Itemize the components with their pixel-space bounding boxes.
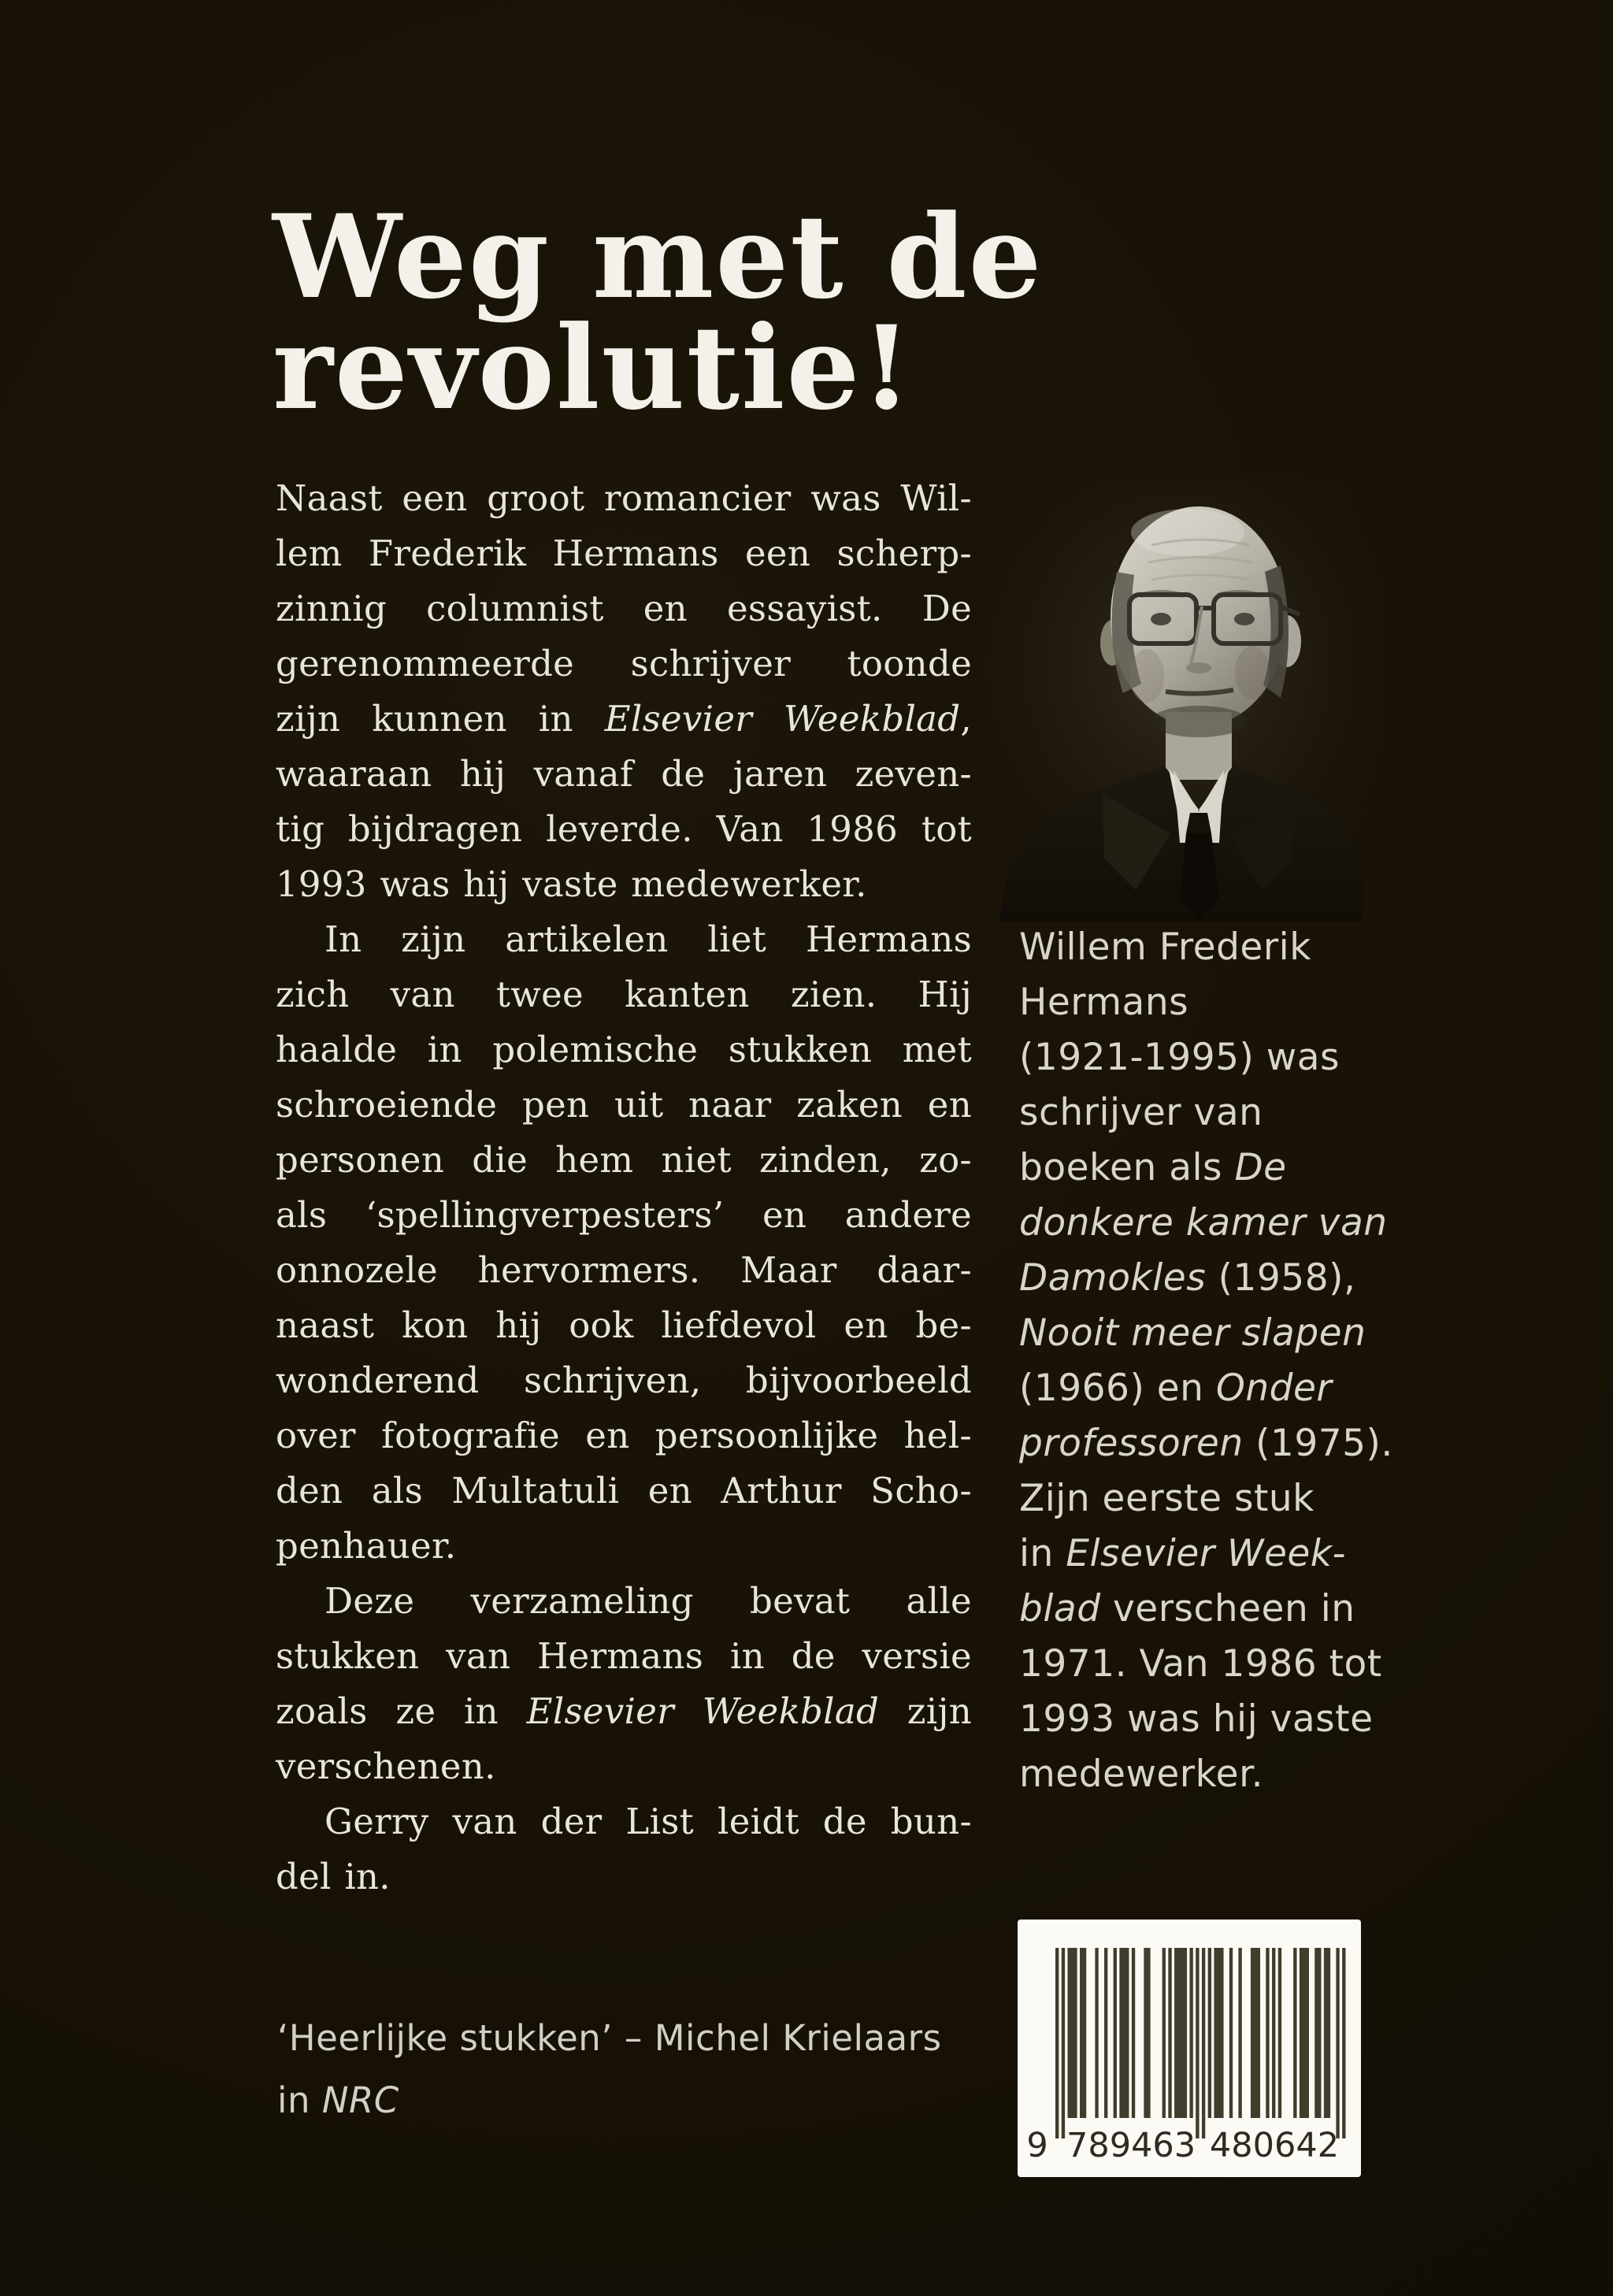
blurb-line: verschenen.	[276, 1745, 496, 1787]
blurb-line: zich van twee kanten zien. Hij	[276, 974, 972, 1015]
blurb-line: penhauer.	[276, 1525, 457, 1567]
title-line: revolutie!	[273, 301, 914, 436]
blurb-line: haalde in polemische stukken met	[276, 1029, 972, 1070]
bio-line: in Elsevier Week-	[1019, 1532, 1346, 1575]
blurb-line: personen die hem niet zinden, zo-	[276, 1139, 972, 1181]
review-quote	[277, 2007, 986, 2131]
bio-line: Damokles (1958),	[1019, 1256, 1356, 1300]
bio-line: Hermans	[1019, 981, 1189, 1024]
author-portrait-illustration	[984, 479, 1378, 922]
blurb-line: waaraan hij vanaf de jaren zeven-	[276, 753, 972, 795]
bio-line: Willem Frederik	[1019, 925, 1311, 969]
blurb-line: den als Multatuli en Arthur Scho-	[276, 1470, 972, 1512]
bio-line: 1971. Van 1986 tot	[1019, 1642, 1382, 1686]
bio-line: blad verscheen in	[1019, 1587, 1355, 1630]
blurb-line: stukken van Hermans in de versie	[276, 1635, 972, 1677]
blurb-line: Gerry van der List leidt de bun-	[324, 1801, 972, 1842]
blurb-line: als ‘spellingverpesters’ en andere	[276, 1194, 972, 1236]
bio-line: professoren (1975).	[1019, 1422, 1393, 1465]
bio-line: donkere kamer van	[1019, 1201, 1388, 1244]
author-bio	[1019, 920, 1397, 1802]
blurb-line: lem Frederik Hermans een scherp-	[276, 532, 972, 574]
blurb-line: zijn kunnen in Elsevier Weekblad,	[276, 698, 972, 740]
bio-line: (1921-1995) was	[1019, 1036, 1340, 1079]
blurb-line: schroeiende pen uit naar zaken en	[276, 1084, 972, 1126]
bio-line: medewerker.	[1019, 1753, 1264, 1796]
blurb-line: naast kon hij ook liefdevol en be-	[276, 1304, 972, 1346]
bio-line: boeken als De	[1019, 1146, 1287, 1189]
isbn-digit-group: 480642	[1209, 2126, 1340, 2165]
page-title	[273, 190, 1044, 436]
bio-line: Nooit meer slapen	[1019, 1311, 1366, 1355]
bio-line: Zijn eerste stuk	[1019, 1477, 1315, 1520]
isbn-digit-group: 9	[1026, 2126, 1048, 2165]
title-line: Weg met de	[273, 190, 1044, 325]
quote-line: ‘Heerlijke stukken’ – Michel Krielaars	[277, 2017, 942, 2059]
blurb-line: tig bijdragen leverde. Van 1986 tot	[276, 808, 972, 850]
blurb-line: Naast een groot romancier was Wil-	[276, 477, 972, 519]
blurb-line: zinnig columnist en essayist. De	[276, 588, 972, 629]
blurb-line: 1993 was hij vaste medewerker.	[276, 863, 867, 905]
bio-line: (1966) en Onder	[1019, 1367, 1333, 1410]
blurb-line: Deze verzameling bevat alle	[324, 1580, 972, 1622]
author-photo	[984, 479, 1378, 922]
blurb-line: over fotografie en persoonlijke hel-	[276, 1415, 972, 1456]
blurb-line: wonderend schrijven, bijvoorbeeld	[276, 1359, 972, 1401]
quote-line: in NRC	[277, 2079, 399, 2121]
isbn-digit-group: 789463	[1066, 2126, 1196, 2165]
isbn-barcode	[1018, 1920, 1361, 2177]
blurb-line: gerenommeerde schrijver toonde	[276, 643, 972, 684]
blurb-line: onnozele hervormers. Maar daar-	[276, 1249, 972, 1291]
bio-line: 1993 was hij vaste	[1019, 1697, 1374, 1741]
blurb-text	[276, 471, 972, 1905]
blurb-line: In zijn artikelen liet Hermans	[324, 918, 972, 960]
blurb-line: zoals ze in Elsevier Weekblad zijn	[276, 1690, 973, 1732]
bio-line: schrijver van	[1019, 1091, 1263, 1134]
blurb-line: del in.	[276, 1856, 391, 1897]
